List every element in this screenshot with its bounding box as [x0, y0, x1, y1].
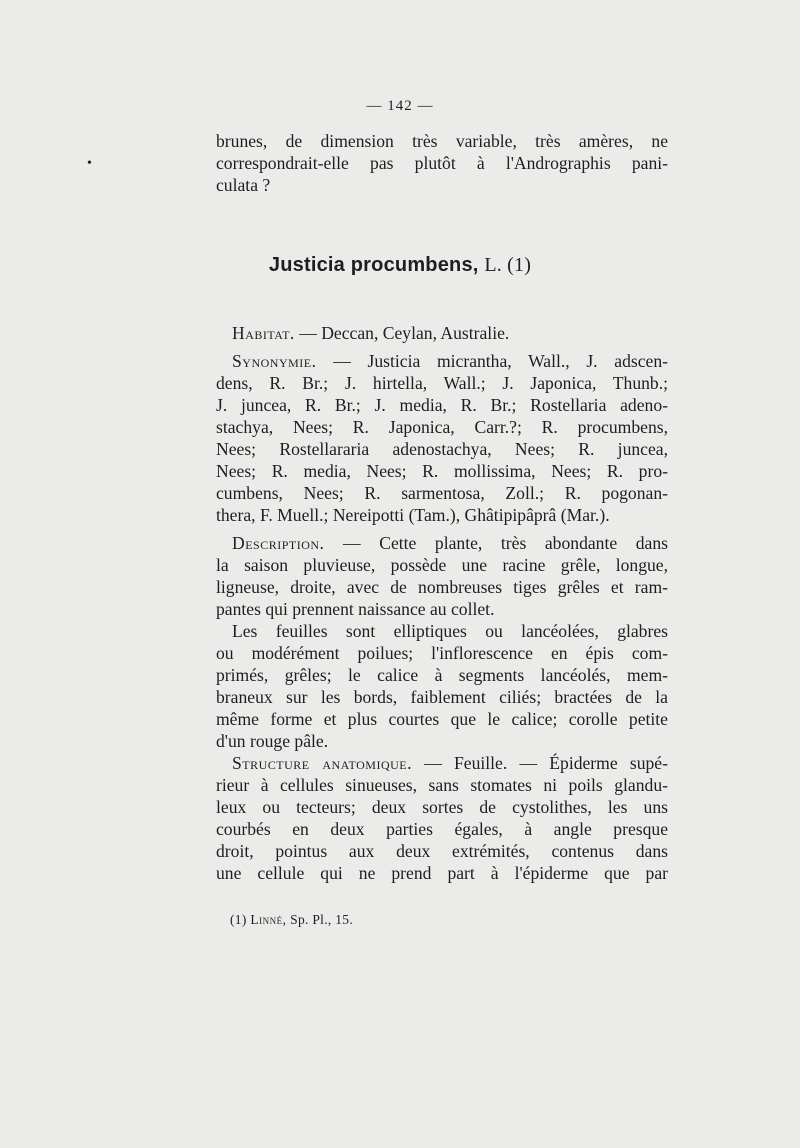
structure-label: Structure anatomique. [232, 753, 412, 773]
text-line: — Justicia micrantha, Wall., J. adscen- [316, 351, 668, 371]
habitat-text: — Deccan, Ceylan, Australie. [294, 323, 510, 343]
description-paragraph [216, 532, 668, 620]
synonymy-label: Synonymie. [232, 351, 317, 371]
text-line: courbés en deux parties égales, à angle presque [216, 819, 668, 839]
habitat-label: Habitat. [232, 323, 295, 343]
margin-mark: • [87, 156, 92, 171]
heading-reference: L. (1) [484, 254, 532, 276]
footnote-number: (1) [230, 912, 247, 927]
text-line: J. juncea, R. Br.; J. media, R. Br.; Rostellaria adeno- [216, 395, 668, 415]
text-line: dens, R. Br.; J. hirtella, Wall.; J. Japonica, Thunb.; [216, 373, 668, 393]
text-line: primés, grêles; le calice à segments lancéolés, mem- [216, 665, 668, 685]
text-line: une cellule qui ne prend part à l'épiderme que par [216, 863, 668, 883]
text-line: thera, F. Muell.; Nereipotti (Tam.), Ghâtipipâprâ (Mar.). [216, 505, 610, 525]
text-line: d'un rouge pâle. [216, 731, 329, 751]
description-label: Description. [232, 533, 325, 553]
text-line: Nees; R. media, Nees; R. mollissima, Nees; R. pro- [216, 461, 668, 481]
text-line: correspondrait-elle pas plutôt à l'Andrographis pani- [216, 153, 668, 173]
text-line: la saison pluvieuse, possède une racine grêle, longue, [216, 555, 668, 575]
intro-paragraph [216, 130, 668, 196]
page-number: — 142 — [366, 98, 434, 114]
text-line: même forme et plus courtes que le calice; corolle petite [216, 709, 668, 729]
text-line: culata ? [216, 175, 271, 195]
footnote-author: Linné, [250, 912, 287, 927]
section-heading [0, 254, 800, 277]
habitat-paragraph [216, 322, 668, 344]
text-line: pantes qui prennent naissance au collet. [216, 599, 495, 619]
text-line: Nees; Rostellararia adenostachya, Nees; R. juncea, [216, 439, 668, 459]
text-line: — Feuille. — Épiderme supé- [412, 753, 668, 773]
text-line: braneux sur les bords, faiblement ciliés; bractées de la [216, 687, 668, 707]
footnote [230, 912, 353, 928]
text-line: ligneuse, droite, avec de nombreuses tiges grêles et ram- [216, 577, 668, 597]
text-line: stachya, Nees; R. Japonica, Carr.?; R. procumbens, [216, 417, 668, 437]
text-line: ou modérément poilues; l'inflorescence en épis com- [216, 643, 668, 663]
text-line: cumbens, Nees; R. sarmentosa, Zoll.; R. pogonan- [216, 483, 668, 503]
structure-paragraph [216, 752, 668, 884]
text-line: — Cette plante, très abondante dans [324, 533, 668, 553]
text-line: brunes, de dimension très variable, très amères, ne [216, 131, 668, 151]
text-line: rieur à cellules sinueuses, sans stomates ni poils glandu- [216, 775, 668, 795]
heading-title: Justicia procumbens, [268, 254, 479, 276]
footnote-reference: Sp. Pl., 15. [286, 912, 354, 927]
text-line: leux ou tecteurs; deux sortes de cystolithes, les uns [216, 797, 668, 817]
synonymy-paragraph [216, 350, 668, 526]
leaves-paragraph [216, 620, 668, 752]
text-line: droit, pointus aux deux extrémités, contenus dans [216, 841, 668, 861]
text-line: Les feuilles sont elliptiques ou lancéolées, glabres [232, 621, 668, 641]
